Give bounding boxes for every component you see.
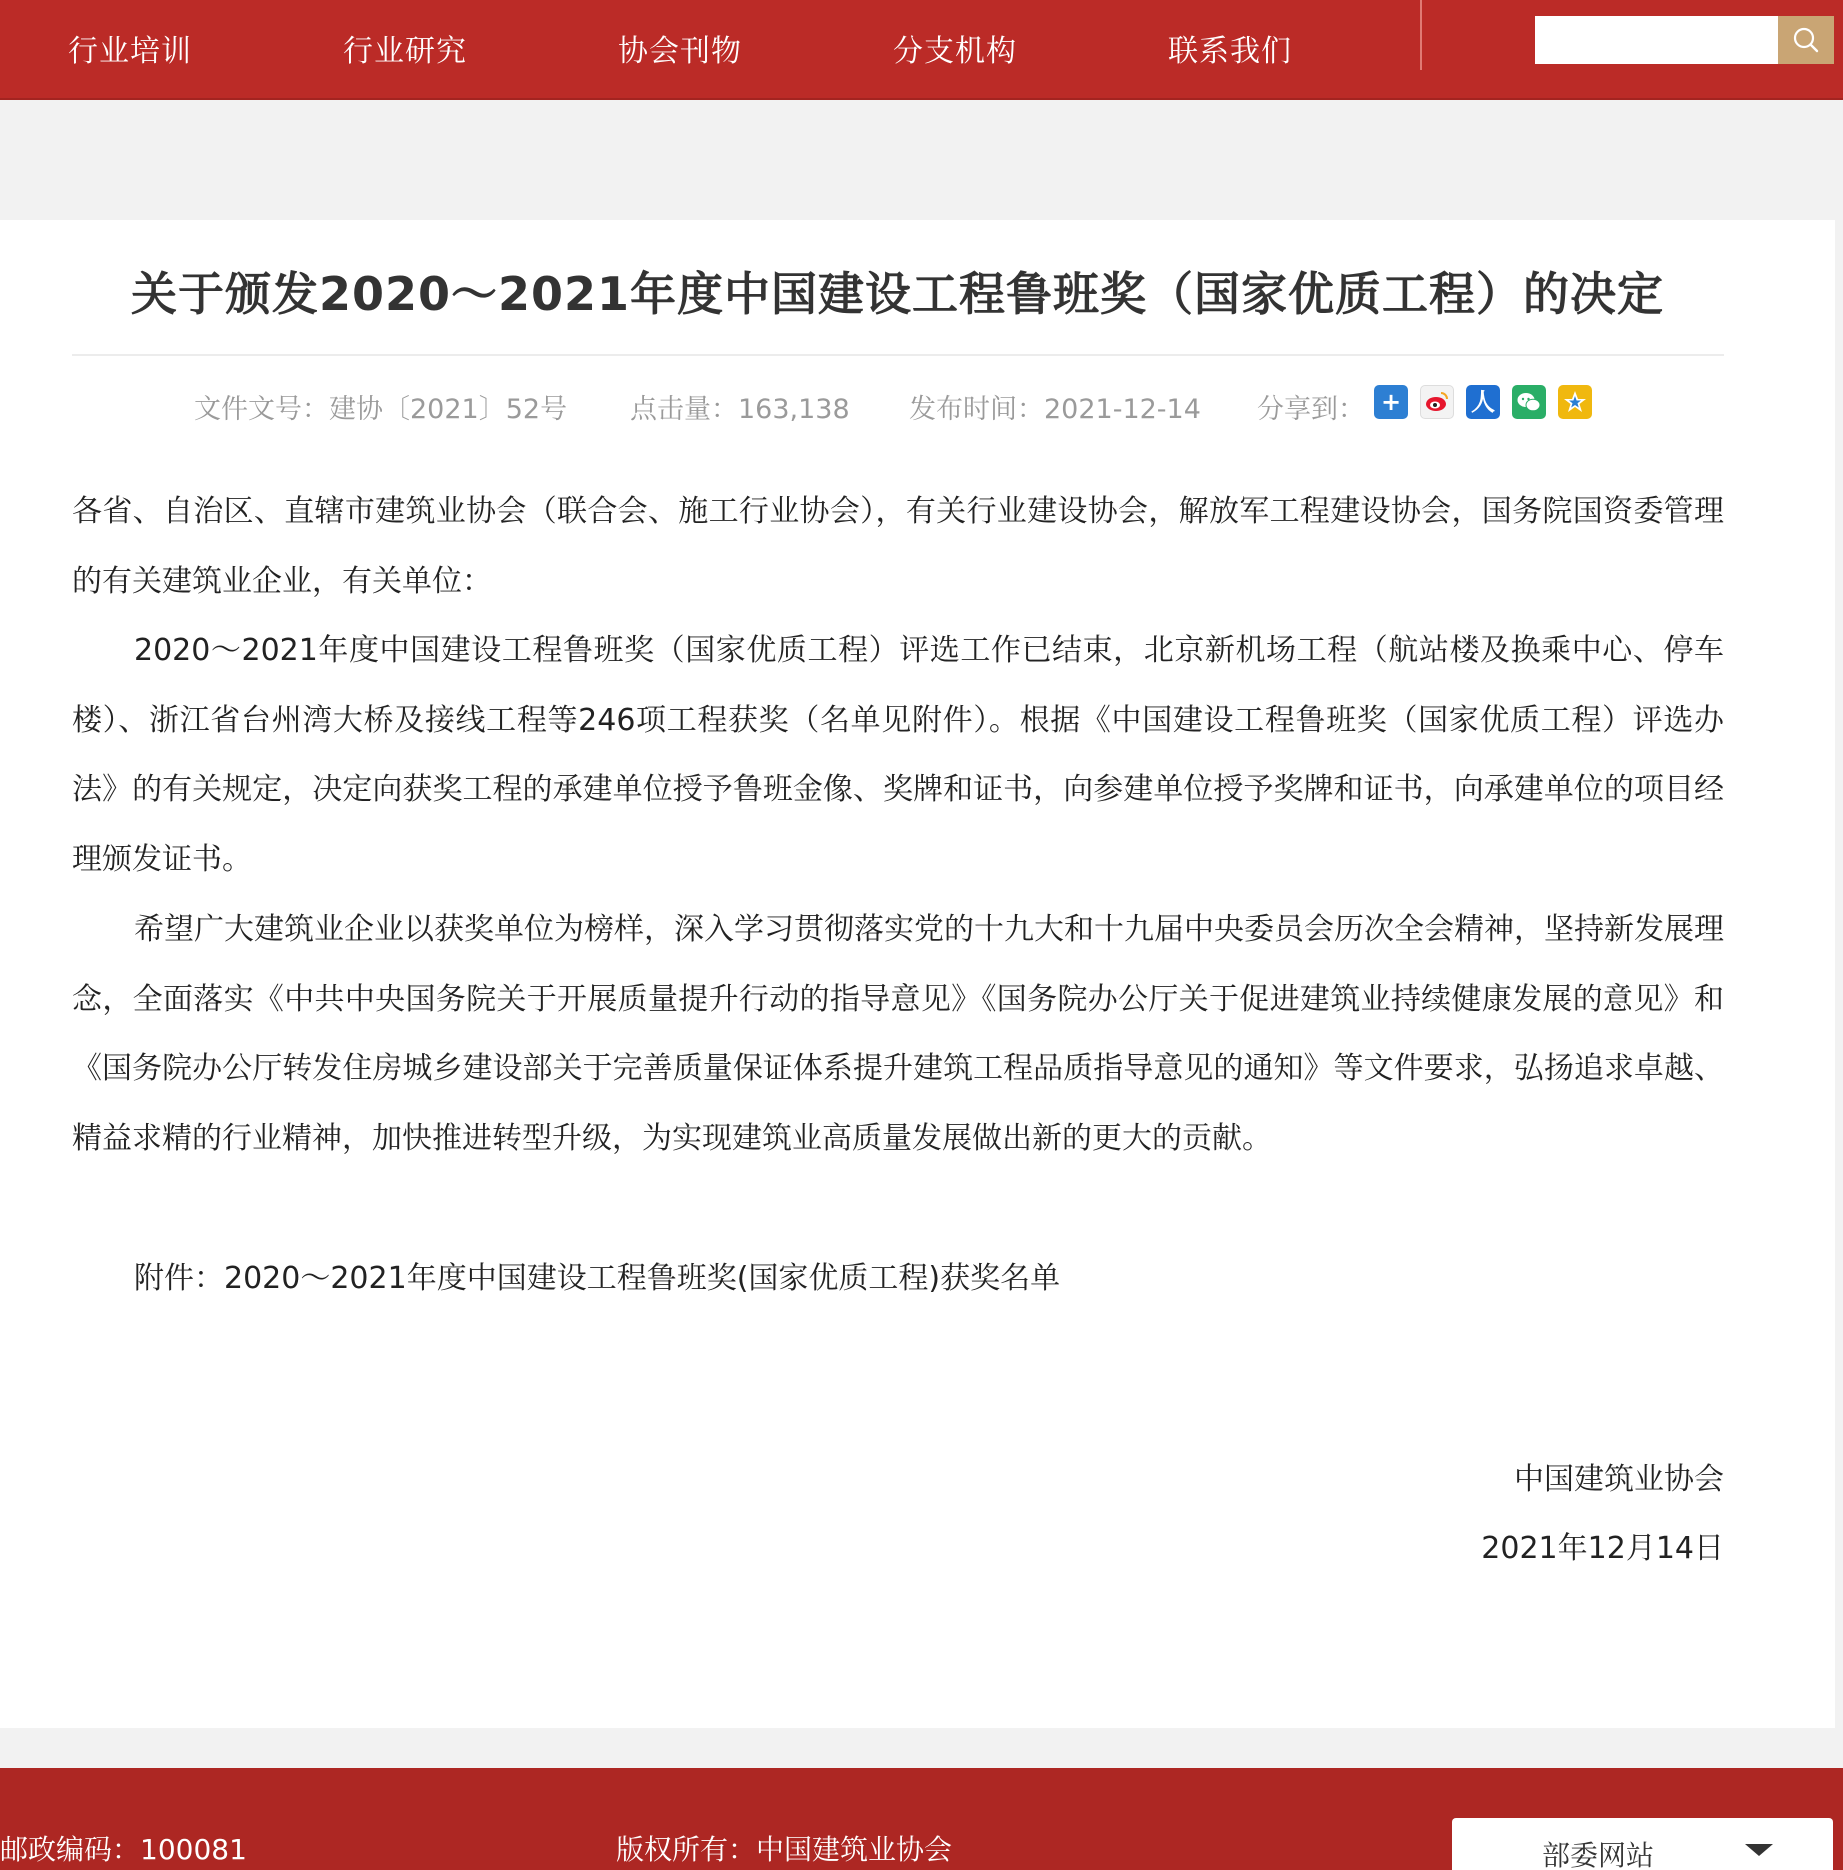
share-qzone-icon[interactable] — [1558, 385, 1592, 419]
article-title: 关于颁发2020～2021年度中国建设工程鲁班奖（国家优质工程）的决定 — [130, 267, 1665, 321]
salutation-paragraph: 各省、自治区、直辖市建筑业协会（联合会、施工行业协会），有关行业建设协会，解放军工程建设协会，国务院国资委管理的有关建筑业企业，有关单位： — [72, 494, 1724, 599]
nav-divider — [1420, 0, 1422, 70]
article-panel — [0, 220, 1835, 1728]
top-nav-bar — [0, 0, 1843, 100]
nav-item-contact[interactable]: 联系我们 — [1168, 34, 1292, 69]
share-renren-icon[interactable]: 人 — [1466, 385, 1500, 419]
signature-date: 2021年12月14日 — [1481, 1531, 1724, 1566]
search-icon — [1790, 24, 1822, 56]
publish-date: 发布时间：2021-12-14 — [909, 394, 1201, 425]
search-input[interactable] — [1535, 16, 1778, 64]
site-footer — [0, 1768, 1843, 1870]
body-paragraph-2: 希望广大建筑业企业以获奖单位为榜样，深入学习贯彻落实党的十九大和十九届中央委员会历次全会精神，坚持新发展理念，全面落实《中共中央国务院关于开展质量提升行动的指导意见》《国务院办公厅关于促进建筑业持续健康发展的意见》和《国务院办公厅转发住房城乡建设部关于完善质量保证体系提升建筑工程品质指导意见的通知》等文件要求，弘扬追求卓越、精益求精的行业精神，加快推进转型升级，为实现建筑业高质量发展做出新的更大的贡献。 — [72, 912, 1724, 1156]
ministry-sites-dropdown[interactable] — [1452, 1818, 1833, 1870]
footer-copyright: 版权所有：中国建筑业协会 — [616, 1833, 953, 1866]
body-paragraph-1: 2020～2021年度中国建设工程鲁班奖（国家优质工程）评选工作已结束，北京新机场工程（航站楼及换乘中心、停车楼）、浙江省台州湾大桥及接线工程等246项工程获奖（名单见附件）。根据《中国建设工程鲁班奖（国家优质工程）评选办法》的有关规定，决定向获奖工程的承建单位授予鲁班金像、奖牌和证书，向参建单位授予奖牌和证书，向承建单位的项目经理颁发证书。 — [72, 633, 1724, 877]
hit-count: 点击量：163,138 — [630, 394, 850, 425]
nav-item-publications[interactable]: 协会刊物 — [618, 34, 742, 69]
attachment-link[interactable]: 附件：2020～2021年度中国建设工程鲁班奖(国家优质工程)获奖名单 — [134, 1261, 1061, 1296]
ministry-sites-label: 部委网站 — [1542, 1839, 1655, 1870]
nav-item-training[interactable]: 行业培训 — [68, 34, 192, 69]
share-wechat-icon[interactable] — [1512, 385, 1546, 419]
share-label: 分享到： — [1257, 394, 1365, 425]
search-button[interactable] — [1778, 16, 1834, 64]
title-divider — [72, 354, 1724, 356]
doc-number: 文件文号：建协〔2021〕52号 — [194, 394, 568, 425]
share-weibo-icon[interactable] — [1420, 385, 1454, 419]
signature-org: 中国建筑业协会 — [1514, 1462, 1724, 1497]
nav-item-research[interactable]: 行业研究 — [343, 34, 467, 69]
nav-item-branches[interactable]: 分支机构 — [893, 34, 1017, 69]
footer-postcode: 邮政编码：100081 — [0, 1833, 247, 1866]
share-more-icon[interactable]: + — [1374, 385, 1408, 419]
chevron-down-icon — [1745, 1844, 1773, 1856]
